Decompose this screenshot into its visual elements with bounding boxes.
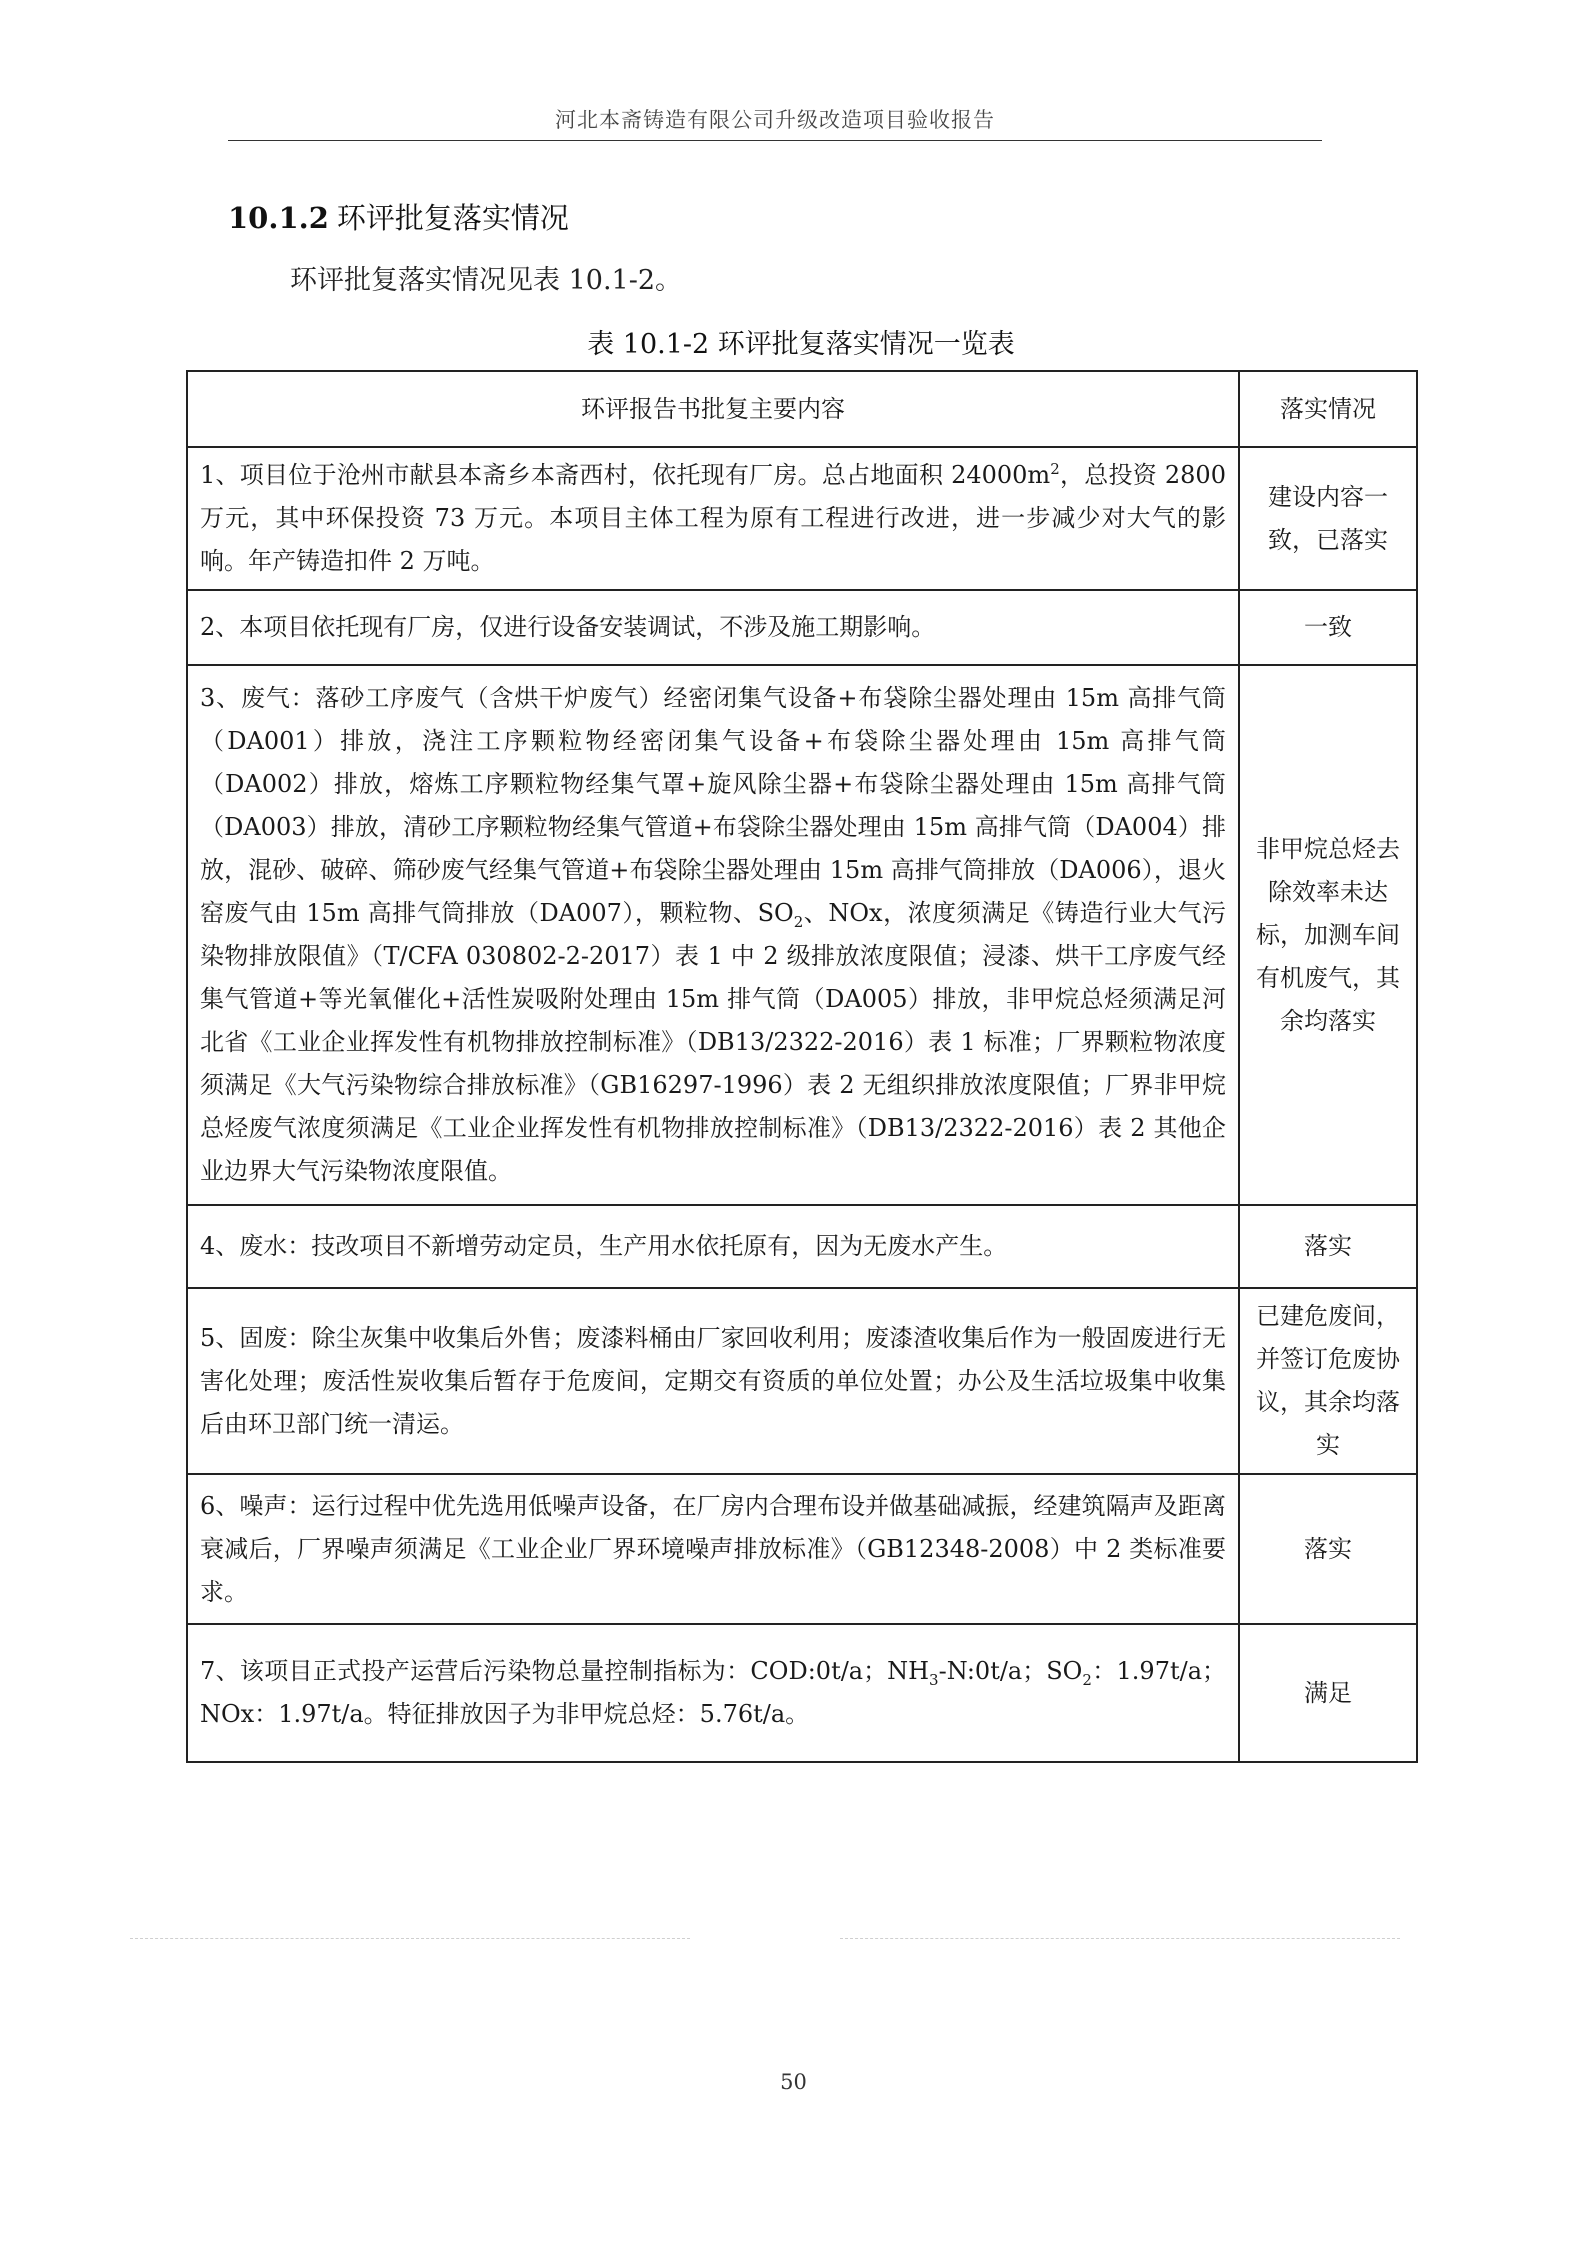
running-header: 河北本斋铸造有限公司升级改造项目验收报告 xyxy=(555,108,995,132)
table-row xyxy=(187,1205,1417,1288)
approval-table xyxy=(186,370,1418,1763)
header-status: 落实情况 xyxy=(1239,371,1417,447)
header-rule xyxy=(228,140,1322,141)
table-row xyxy=(187,1288,1417,1474)
row-4-status: 落实 xyxy=(1239,1205,1417,1288)
scan-artifact-line xyxy=(840,1938,1400,1939)
row-6-status: 落实 xyxy=(1239,1474,1417,1624)
row-5-content: 5、固废：除尘灰集中收集后外售；废漆料桶由厂家回收利用；废漆渣收集后作为一般固废进行无害化处理；废活性炭收集后暂存于危废间，定期交有资质的单位处置；办公及生活垃圾集中收集后由环卫部门统一清运。 xyxy=(187,1288,1239,1474)
table-row xyxy=(187,590,1417,665)
table-row xyxy=(187,665,1417,1205)
row-1-content: 1、项目位于沧州市献县本斋乡本斋西村，依托现有厂房。总占地面积 $24000m^2$，总投资 2800 万元，其中环保投资 73 万元。本项目主体工程为原有工程进行改进，进一步减少对大气的影响。年产铸造扣件 2 万吨。 xyxy=(187,447,1239,590)
section-heading xyxy=(228,196,569,237)
row-1-status: 建设内容一致，已落实 xyxy=(1239,447,1417,590)
page-number: 50 xyxy=(780,2070,807,2094)
row-7-content: 7、该项目正式投产运营后污染物总量控制指标为：COD:0t/a；$NH_3-N:0t/a$；$SO_2$：1.97t/a；NOx：1.97t/a。特征排放因子为非甲烷总烃：5.76t/a。 xyxy=(187,1624,1239,1762)
intro-paragraph: 环评批复落实情况见表 10.1-2。 xyxy=(290,265,683,296)
scan-artifact-line xyxy=(130,1938,690,1939)
table-caption: 表 10.1-2 环评批复落实情况一览表 xyxy=(587,329,1015,360)
section-title: 环评批复落实情况 xyxy=(336,201,569,235)
row-3-status: 非甲烷总烃去除效率未达标，加测车间有机废气，其余均落实 xyxy=(1239,665,1417,1205)
header-content: 环评报告书批复主要内容 xyxy=(187,371,1239,447)
table-row xyxy=(187,1474,1417,1624)
row-2-status: 一致 xyxy=(1239,590,1417,665)
table-row xyxy=(187,1624,1417,1762)
table-row xyxy=(187,447,1417,590)
row-2-content: 2、本项目依托现有厂房，仅进行设备安装调试，不涉及施工期影响。 xyxy=(187,590,1239,665)
row-3-content: 3、废气：落砂工序废气（含烘干炉废气）经密闭集气设备+布袋除尘器处理由 15m 高排气筒（DA001）排放，浇注工序颗粒物经密闭集气设备+布袋除尘器处理由 15m 高排气筒（DA002）排放，熔炼工序颗粒物经集气罩+旋风除尘器+布袋除尘器处理由 15m 高排气筒（DA003）排放，清砂工序颗粒物经集气管道+布袋除尘器处理由 15m 高排气筒（DA004）排放，混砂、破碎、筛砂废气经集气管道+布袋除尘器处理由 15m 高排气筒排放（DA006），退火窑废气由 15m 高排气筒排放（DA007），颗粒物、$SO_2$、NOx，浓度须满足《铸造行业大气污染物排放限值》（T/CFA 030802-2-2017）表 1 中 2 级排放浓度限值；浸漆、烘干工序废气经集气管道+等光氧催化+活性炭吸附处理由 15m 排气筒（DA005）排放，非甲烷总烃须满足河北省《工业企业挥发性有机物排放控制标准》（DB13/2322-2016）表 1 标准；厂界颗粒物浓度须满足《大气污染物综合排放标准》（GB16297-1996）表 2 无组织排放浓度限值；厂界非甲烷总烃废气浓度须满足《工业企业挥发性有机物排放控制标准》（DB13/2322-2016）表 2 其他企业边界大气污染物浓度限值。 xyxy=(187,665,1239,1205)
row-4-content: 4、废水：技改项目不新增劳动定员，生产用水依托原有，因为无废水产生。 xyxy=(187,1205,1239,1288)
section-number: 10.1.2 xyxy=(228,201,329,235)
row-6-content: 6、噪声：运行过程中优先选用低噪声设备，在厂房内合理布设并做基础减振，经建筑隔声及距离衰减后，厂界噪声须满足《工业企业厂界环境噪声排放标准》（GB12348-2008）中 2 类标准要求。 xyxy=(187,1474,1239,1624)
row-5-status: 已建危废间，并签订危废协议，其余均落实 xyxy=(1239,1288,1417,1474)
row-7-status: 满足 xyxy=(1239,1624,1417,1762)
table-header-row xyxy=(187,371,1417,447)
